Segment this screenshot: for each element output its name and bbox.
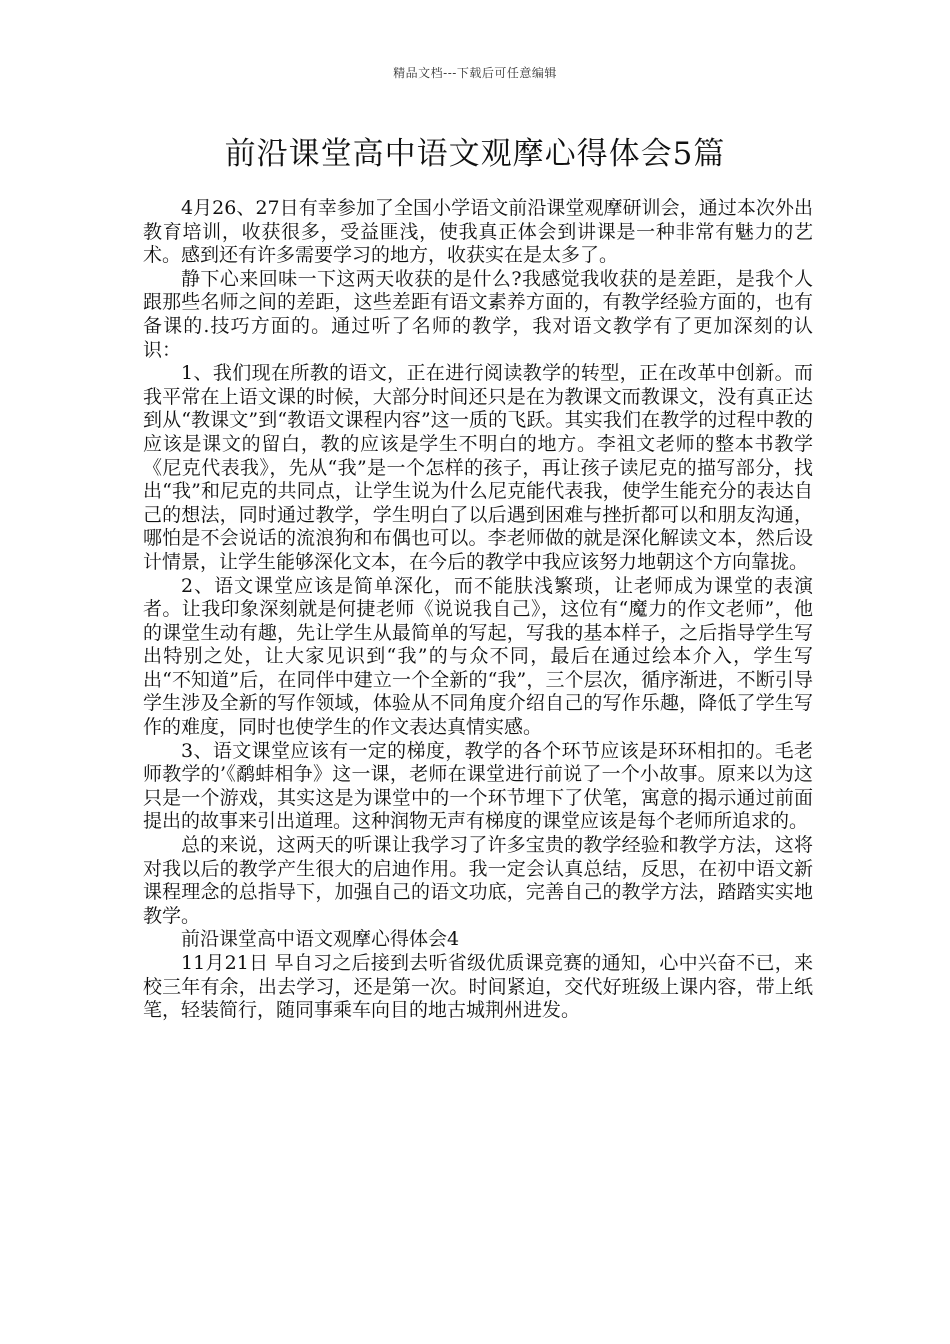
paragraph: 1、我们现在所教的语文，正在进行阅读教学的转型，正在改革中创新。而我平常在上语文课的时候，大部分时间还只是在为教课文而教课文，没有真正达到从“教课文”到“教语文课程内容”这一质的飞跃。其实我们在教学的过程中教的应该是课文的留白，教的应该是学生不明白的地方。李祖文老师的整本书教学《尼克代表我》，先从“我”是一个怎样的孩子，再让孩子读尼克的描写部分，找出“我”和尼克的共同点，让学生说为什么尼克能代表我，使学生能充分的表达自己的想法，同时通过教学，学生明白了以后遇到困难与挫折都可以和朋友沟通，哪怕是不会说话的流浪狗和布偶也可以。李老师做的就是深化解读文本，然后设计情景，让学生能够深化文本，在今后的教学中我应该努力地朝这个方向靠拢。 — [143, 362, 813, 573]
document-body — [143, 197, 813, 1023]
section-heading: 前沿课堂高中语文观摩心得体会4 — [181, 928, 460, 951]
document-title: 前沿课堂高中语文观摩心得体会5篇 — [224, 136, 726, 172]
paragraph: 4月26、27日有幸参加了全国小学语文前沿课堂观摩研训会，通过本次外出教育培训，收获很多，受益匪浅，使我真正体会到讲课是一种非常有魅力的艺术。感到还有许多需要学习的地方，收获实在是太多了。 — [143, 197, 813, 267]
paragraph: 总的来说，这两天的听课让我学习了许多宝贵的教学经验和教学方法，这将对我以后的教学产生很大的启迪作用。我一定会认真总结，反思，在初中语文新课程理念的总指导下，加强自己的语文功底，完善自己的教学方法，踏踏实实地教学。 — [143, 834, 813, 927]
paragraph: 静下心来回味一下这两天收获的是什么?我感觉我收获的是差距，是我个人跟那些名师之间的差距，这些差距有语文素养方面的，有教学经验方面的，也有备课的.技巧方面的。通过听了名师的教学，我对语文教学有了更加深刻的认识： — [143, 267, 813, 361]
paragraph: 2、语文课堂应该是简单深化，而不能肤浅繁琐，让老师成为课堂的表演者。让我印象深刻就是何捷老师《说说我自己》，这位有“魔力的作文老师”，他的课堂生动有趣，先让学生从最简单的写起，写我的基本样子，之后指导学生写出特别之处，让大家见识到“我”的与众不同，最后在通过绘本介入，学生写出“不知道”后，在同伴中建立一个全新的“我”，三个层次，循序渐进，不断引导学生涉及全新的写作领域，体验从不同角度介绍自己的写作乐趣，降低了学生写作的难度，同时也使学生的作文表达真情实感。 — [143, 574, 813, 739]
paragraph: 11月21日 早自习之后接到去听省级优质课竞赛的通知，心中兴奋不已，来校三年有余，出去学习，还是第一次。时间紧迫，交代好班级上课内容，带上纸笔，轻装简行，随同事乘车向目的地古城荆州进发。 — [143, 952, 813, 1022]
paragraph: 3、语文课堂应该有一定的梯度，教学的各个环节应该是环环相扣的。毛老师教学的’《鹬蚌相争》这一课，老师在课堂进行前说了一个小故事。原来以为这只是一个游戏，其实这是为课堂中的一个环节埋下了伏笔，寓意的揭示通过前面提出的故事来引出道理。这种润物无声有梯度的课堂应该是每个老师所追求的。 — [143, 739, 813, 833]
header-note: 精品文档---下载后可任意编辑 — [393, 66, 557, 80]
